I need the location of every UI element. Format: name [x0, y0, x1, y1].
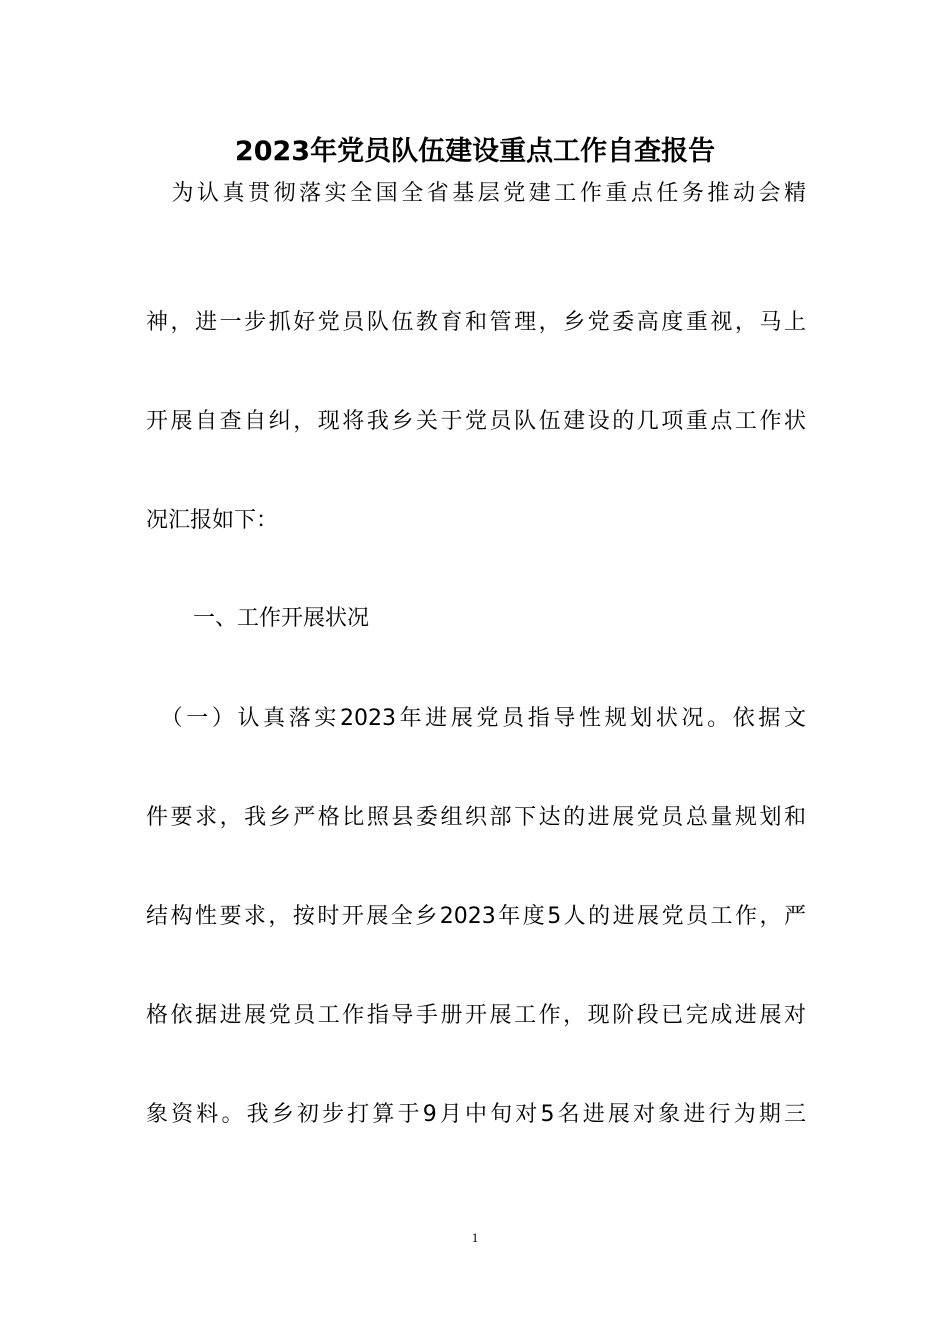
paragraph-line: （一）认真落实2023年进展党员指导性规划状况。依据文 — [146, 706, 806, 731]
paragraph-line: 开展自查自纠，现将我乡关于党员队伍建设的几项重点工作状 — [146, 409, 806, 434]
section-heading: 一、工作开展状况 — [193, 606, 370, 631]
paragraph-line: 格依据进展党员工作指导手册开展工作，现阶段已完成进展对 — [146, 1003, 806, 1028]
paragraph-line: 况汇报如下： — [146, 508, 279, 533]
paragraph-line: 神，进一步抓好党员队伍教育和管理，乡党委高度重视，马上 — [146, 310, 806, 335]
paragraph-line: 象资料。我乡初步打算于9月中旬对5名进展对象进行为期三 — [146, 1102, 806, 1127]
paragraph-line: 为认真贯彻落实全国全省基层党建工作重点任务推动会精 — [146, 181, 806, 206]
paragraph-line: 结构性要求，按时开展全乡2023年度5人的进展党员工作，严 — [146, 904, 806, 929]
paragraph-line: 件要求，我乡严格比照县委组织部下达的进展党员总量规划和 — [146, 805, 806, 830]
page-number: 1 — [471, 1230, 479, 1245]
document-title: 2023年党员队伍建设重点工作自查报告 — [234, 136, 716, 167]
